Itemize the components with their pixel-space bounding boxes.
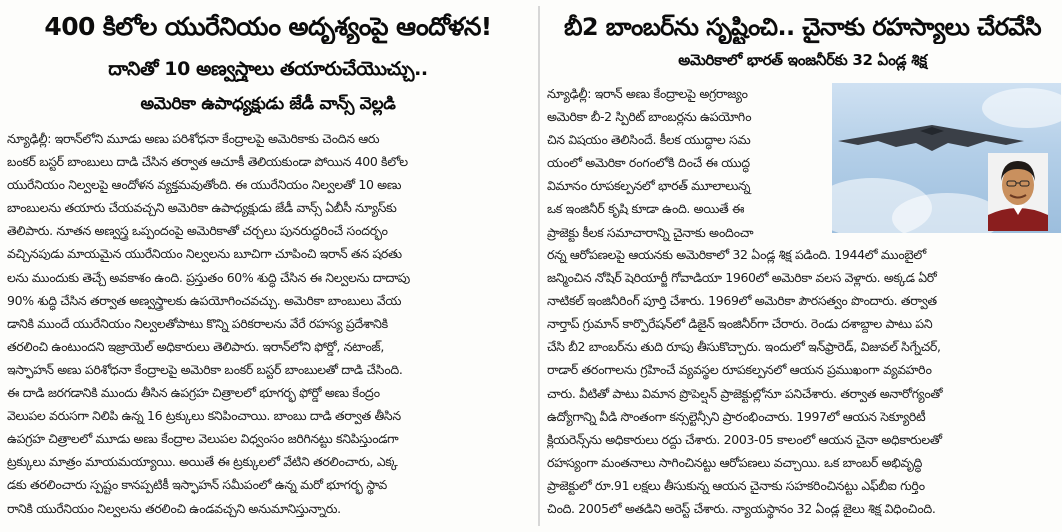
right-headline: బీ2 బాంబర్‌ను సృష్టించి.. చైనాకు రహస్యాలు చేరవేసి xyxy=(563,13,1042,41)
column-divider xyxy=(538,6,540,526)
right-body-line: రహస్యంగా మంతనాలు సాగించినట్టు ఆరోపణలు వచ్చాయి. ఒక బాంబర్ అభివృద్ధి xyxy=(547,454,922,470)
right-body-line: చిన విషయం తెలిసిందే. కీలక యుద్ధాల సమ xyxy=(547,132,751,148)
left-subheadline-1: దానితో 10 అణ్వస్త్రాలు తయారుచేయొచ్చు.. xyxy=(108,58,428,80)
left-body-line: ఇస్ఫాహన్ అణు పరిశోధనా కేంద్రాలపై అమెరికా బంకర్ బస్టర్ బాంబులతో దాడి చేసింది. xyxy=(7,361,403,377)
left-body-line: లను ముందుకు తెచ్చే అవకాశం ఉంది. ప్రస్తుతం 60% శుద్ధి చేసిన ఈ నిల్వలను దాదాపు xyxy=(7,269,410,285)
right-body-line: రాడార్ తరంగాలను గ్రహించే వ్యవస్థల రూపకల్పనలో ఆయన ప్రముఖంగా వ్యవహరిం xyxy=(547,362,932,378)
left-body-line: డకు తరలించారు స్పష్టం కానప్పటికీ ఇస్ఫాహన్ సమీపంలో ఉన్న మరో భూగర్భ స్థావ xyxy=(7,477,387,493)
right-body-line: చింది. 2005లో అతడిని అరెస్ట్ చేశారు. న్యాయస్థానం 32 ఏండ్ల జైలు శిక్ష విధించింది. xyxy=(547,501,936,517)
right-article-body-top xyxy=(547,82,830,244)
right-body-line: జన్మించిన నోషిర్ షెరియార్జీ గోవాడియా 1960లో అమెరికా వలస వెళ్లారు. అక్కడ ఏరో xyxy=(547,270,937,286)
news-photo xyxy=(832,83,1061,233)
left-body-line: ఈ దాడి జరగడానికి ముందు తీసిన ఉపగ్రహ చిత్రాలలో భూగర్భ ఫోర్డో అణు కేంద్రం xyxy=(7,385,380,401)
right-body-line: ఒక ఇంజినీర్ కృషి కూడా ఉంది. అయితే ఈ xyxy=(547,201,745,217)
left-body-line: డానికి ముందే యురేనియం నిల్వలతోపాటు కొన్ని పరికరాలను వేరే రహస్య ప్రదేశానికి xyxy=(7,315,388,331)
right-body-line: యంలో అమెరికా రంగంలోకి దించే ఈ యుద్ధ xyxy=(547,155,750,171)
right-body-line: ప్రాజెక్టులో రూ.91 లక్షలు తీసుకున్న ఆయన చైనాకు సహకరించినట్టు ఎఫ్‌బీఐ గుర్తిం xyxy=(547,477,925,493)
right-story xyxy=(543,0,1062,532)
left-body-line: 90% శుద్ధి చేసిన తర్వాత అణ్వస్త్రాలకు ఉపయోగించవచ్చు. అమెరికా బాంబులు వేయ xyxy=(7,292,402,308)
left-body-line: వెలుపల వరుసగా నిలిపి ఉన్న 16 ట్రక్కులు కనిపించాయి. బాంబు దాడి తర్వాత తీసిన xyxy=(7,408,401,424)
right-body-line: అమెరికా బీ-2 స్పిరిట్ బాంబర్లను ఉపయోగిం xyxy=(547,109,752,125)
right-body-line: నాటికల్ ఇంజినీరింగ్ పూర్తి చేశారు. 1969లో అమెరికా పౌరసత్వం పొందారు. తర్వాత xyxy=(547,293,937,309)
right-subheadline: అమెరికాలో భారత్ ఇంజనీర్‌కు 32 ఏండ్ల శిక్ష xyxy=(678,51,927,69)
left-headline: 400 కిలోల యురేనియం అదృశ్యంపై ఆందోళన! xyxy=(44,12,492,41)
cloud-shape xyxy=(892,193,1002,233)
right-body-line: ఉద్యోగాన్ని వీడి సొంతంగా కన్సల్టెన్సీని ప్రారంభించారు. 1997లో ఆయన సెక్యూరిటీ xyxy=(547,408,926,424)
right-article-body-bottom xyxy=(547,243,1059,520)
engineer-portrait xyxy=(988,153,1048,231)
right-body-line: నార్తాప్ గ్రుమాన్ కార్పొరేషన్‌లో డిజైన్ ఇంజినీర్‌గా చేరారు. రెండు దశాబ్దాల పాటు పని xyxy=(547,316,933,332)
right-body-line: చేసి బీ2 బాంబర్‌ను తుది రూపు తీసుకొచ్చారు. ఇందులో ఇన్‌ఫ్రారెడ్, విజువల్ సిగ్నేచర్, xyxy=(547,339,941,355)
right-body-line: రన్న ఆరోపణలపై ఆయనకు అమెరికాలో 32 ఏండ్ల శిక్ష పడింది. 1944లో ముంబైలో xyxy=(547,247,926,262)
left-body-line: తరలించి ఉంటుందని ఇజ్రాయెల్ అధికారులు తెలిపారు. ఇరాన్‌లోని ఫోర్డో, నటాంజ్, xyxy=(7,338,384,354)
right-body-line: విమానం రూపకల్పనలో భారత్ మూలాలున్న xyxy=(547,178,751,194)
left-subheadline-2: అమెరికా ఉపాధ్యక్షుడు జేడీ వాన్స్ వెల్లడి xyxy=(140,94,396,114)
left-body-line: రానికి యురేనియం నిల్వలను తరలించి ఉండవచ్చని అనుమానిస్తున్నారు. xyxy=(7,500,341,516)
right-body-line: ప్రాజెక్టు కీలక సమాచారాన్ని చైనాకు అందించా xyxy=(547,224,754,240)
left-body-line: న్యూఢిల్లీ: ఇరాన్‌లోని మూడు అణు పరిశోధనా కేంద్రాలపై అమెరికాకు చెందిన ఆరు xyxy=(7,131,380,146)
left-body-line: యురేనియం నిల్వలపై ఆందోళన వ్యక్తమవుతోంది. ఈ యురేనియం నిల్వలతో 10 అణు xyxy=(7,177,402,193)
right-body-line: క్లియరెన్స్‌ను అధికారులు రద్దు చేశారు. 2003-05 కాలంలో ఆయన చైనా అధికారులతో xyxy=(547,431,942,447)
left-body-line: తెలిపారు. నూతన అణ్వస్త్ర ఒప్పందంపై అమెరికాతో చర్చలు పునరుద్ధరించే సందర్భం xyxy=(7,223,388,239)
left-body-line: ఉపగ్రహ చిత్రాలలో మూడు అణు కేంద్రాల వెలుపల విధ్వంసం జరిగినట్టు కనిపిస్తుండగా xyxy=(7,431,399,447)
right-body-line: న్యూఢిల్లీ: ఇరాన్ అణు కేంద్రాలపై అగ్రరాజ్యం xyxy=(547,86,748,101)
left-body-line: వచ్చినపుడు మాయమైన యురేనియం నిల్వలను బూచిగా చూపించి ఇరాన్ తన షరతు xyxy=(7,246,402,262)
left-article-body xyxy=(7,127,531,520)
left-body-line: బంకర్ బస్టర్ బాంబులు దాడి చేసిన తర్వాత ఆచూకీ తెలియకుండా పోయిన 400 కిలోల xyxy=(7,154,408,170)
right-body-line: చారు. వీటితో పాటు విమాన ప్రొపెల్షన్ ప్రాజెక్టుల్లోనూ పనిచేశారు. తర్వాత అనారోగ్యంతో xyxy=(547,385,943,401)
left-body-line: బాంబులను తయారు చేయవచ్చని అమెరికా ఉపాధ్యక్షుడు జేడీ వాన్స్ ఏబీసీ న్యూస్‌కు xyxy=(7,200,397,216)
left-body-line: ట్రక్కులు మాత్రం మాయమయ్యాయి. అయితే ఈ ట్రక్కులలో వేటిని తరలించారు, ఎక్క xyxy=(7,454,398,470)
